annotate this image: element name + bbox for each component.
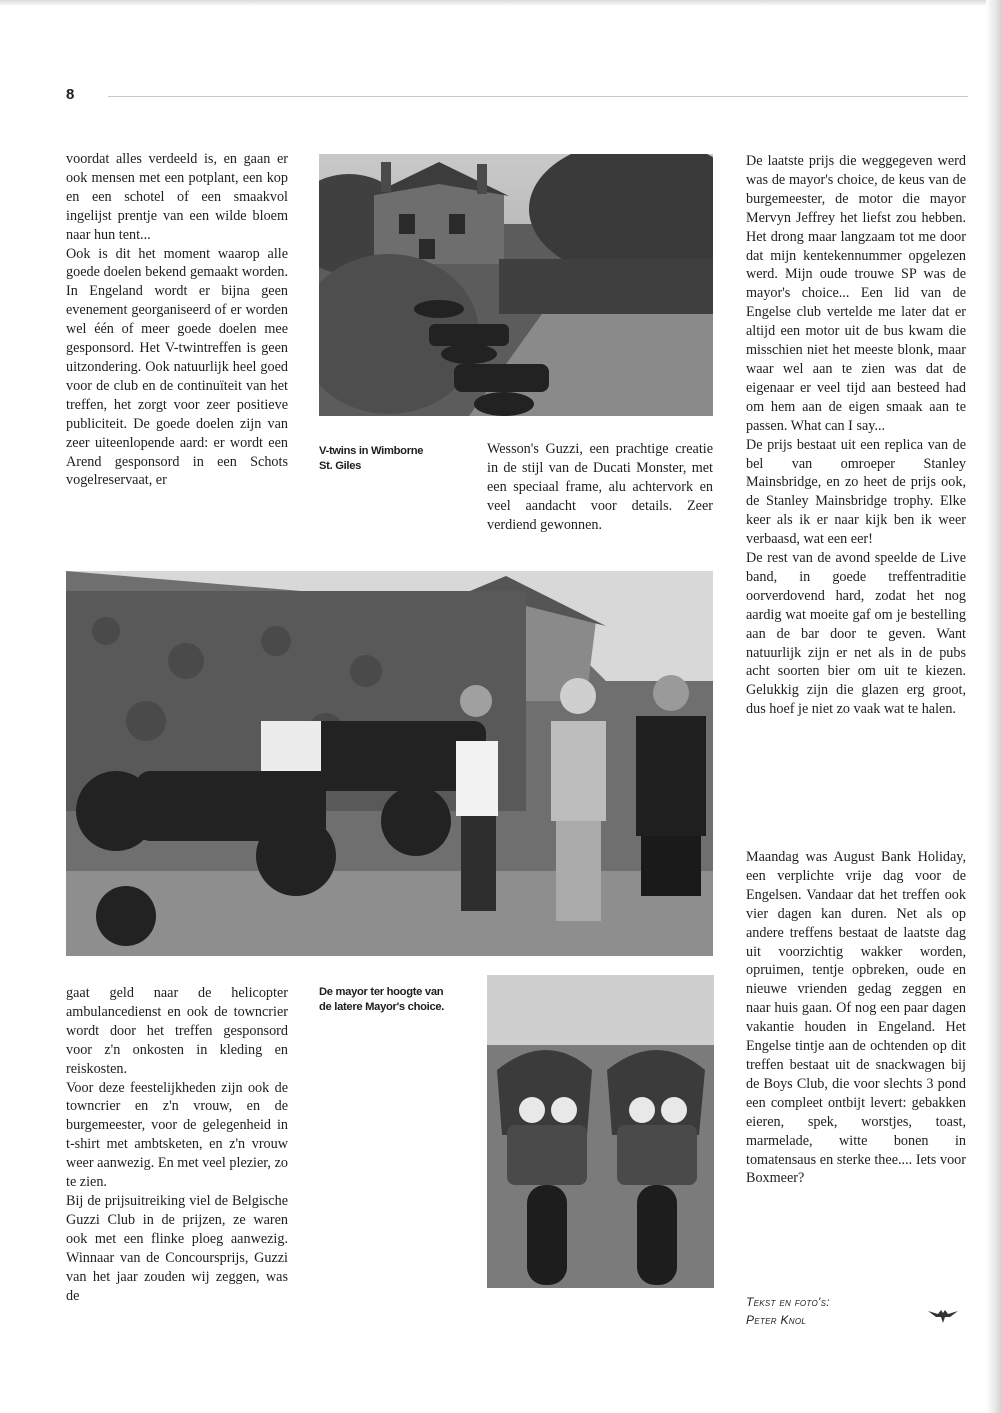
paragraph: Ook is dit het moment waarop alle goede doelen bekend gemaakt worden. In Engeland wordt er bijna geen evenement georganiseerd of er worden wel één of meer goede doelen mee gesponsord. Het V-twintreffen is geen uitzondering. Ook natuurlijk heel goed voor de club en de continuïteit van het treffen, het zorgt voor zeer positieve publiciteit. De goede doelen zijn van zeer uiteenlopende aard: er wordt een Arend gesponsord in een Schots vogelreservaat, er xyxy=(66,245,288,489)
caption-line: de latere Mayor's choice. xyxy=(319,1001,445,1013)
photo-caption-vtwins xyxy=(319,444,449,474)
paragraph: Maandag was August Bank Holiday, een verplichte vrije dag voor de Engelsen. Vandaar dat het treffen ook vier dagen kan duren. Net als op andere treffens bestaat de laatste dag uit voorzichtig wakker worden, opruimen, tentje opbreken, oude en nieuwe vrienden gedag zeggen en naar huis gaan. Of nog een paar dagen vakantie houden in Engeland. Het Engelse tintje aan de ochtenden op dit treffen bestaat uit de snackwagen bij de Boys Club, die voor slechts 3 pond een compleet ontbijt levert: gebakken eieren, spek, worstjes, toast, marmelade, witte bonen in tomatensaus en sterke thee.... Iets voor Boxmeer? xyxy=(746,849,966,1187)
article-credit xyxy=(746,1293,830,1329)
paragraph: De prijs bestaat uit een replica van de bel van omroeper Stanley Mainsbridge, en zo heet de prijs ook, de Stanley Mainsbridge trophy. Elke keer als ik er naar kijk ben ik weer verbaasd, wat een eer! xyxy=(746,436,966,548)
paragraph: De rest van de avond speelde de Live band, in goede treffentraditie oorverdovend hard, zodat het nog aardig wat moeite gaf om je bestelling aan de bar door te geven. Want natuurlijk zijn er net als in de pubs acht soorten bier om uit te kiezen. Gelukkig zijn die glazen erg groot, dus hoef je niet zo vaak wat te halen. xyxy=(746,550,966,718)
article-column-3 xyxy=(746,152,966,719)
paragraph: voordat alles verdeeld is, en gaan er ook mensen met een potplant, een kop en een schotel of een smaakvol ingelijst prentje van een wilde bloem naar hun tent... xyxy=(66,151,288,243)
caption-line: St. Giles xyxy=(319,460,362,472)
photo-mayor-and-motorcycles xyxy=(66,571,713,956)
photo-vtwins-wimborne xyxy=(319,154,713,416)
article-column-1-bottom xyxy=(66,984,288,1305)
credit-label: Tekst en foto's: xyxy=(746,1295,830,1309)
paragraph: Bij de prijsuitreiking viel de Belgische Guzzi Club in de prijzen, ze waren ook met een flinke ploeg aanwezig. Winnaar van de Concoursprijs, Guzzi van het jaar zouden wij zeggen, was de xyxy=(66,1192,288,1304)
paragraph: gaat geld naar de helicopter ambulancedienst en ook de towncrier wordt door het treffen gesponsord voor z'n onkosten in kleding en reiskosten. xyxy=(66,985,288,1077)
article-column-4 xyxy=(746,848,966,1188)
caption-line: V-twins in Wimborne xyxy=(319,445,424,457)
scan-edge-top xyxy=(0,0,1002,6)
photo-twin-motorcycles xyxy=(487,975,714,1288)
article-column-1-top xyxy=(66,150,288,490)
header-rule xyxy=(108,96,968,97)
page-number: 8 xyxy=(66,86,75,103)
paragraph: Voor deze feestelijkheden zijn ook de towncrier en z'n vrouw, en de burgemeester, voor de gelegenheid in t-shirt met ambtsketen, en z'n vrouw weer aanwezig. En met veel plezier, zo te zien. xyxy=(66,1079,288,1191)
photo-caption-wesson-guzzi: Wesson's Guzzi, een prachtige creatie in de stijl van de Ducati Monster, met een speciaal frame, alu achtervork en veel aandacht voor details. Zeer verdiend gewonnen. xyxy=(487,441,713,533)
credit-author: Peter Knol xyxy=(746,1313,807,1327)
eagle-logo-icon xyxy=(928,1308,958,1324)
caption-line: De mayor ter hoogte van xyxy=(319,986,444,998)
photo-caption-mayors-choice xyxy=(319,985,459,1015)
scan-edge-right xyxy=(986,0,1002,1413)
paragraph: De laatste prijs die weggegeven werd was de mayor's choice, de keus van de burgemeester, de motor die mayor Mervyn Jeffrey het liefst zou hebben. Het drong maar langzaam tot me door dat mijn kentekennummer opgelezen werd. Mijn oude trouwe SP was de mayor's choice... Een lid van de Engelse club vertelde me later dat er altijd een motor uit de bus kwam die misschien niet het meeste blonk, maar waar wel aan te zien was dat de eigenaar er veel tijd aan besteed had om hem aan de eigen smaak aan te passen. What can I say... xyxy=(746,153,966,434)
